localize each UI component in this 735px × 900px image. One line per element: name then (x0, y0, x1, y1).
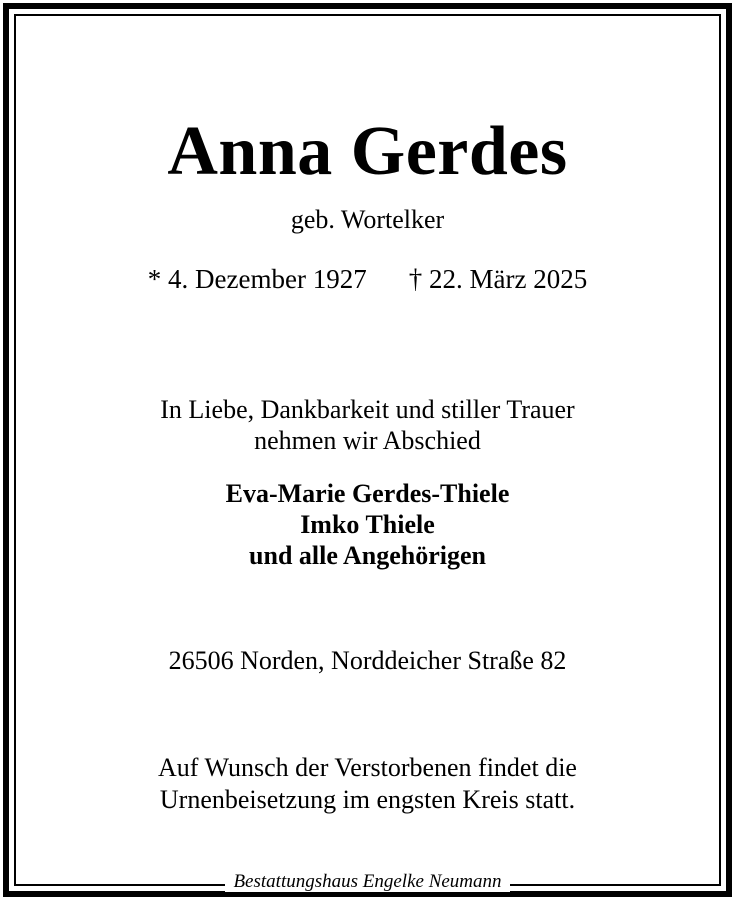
address: 26506 Norden, Norddeicher Straße 82 (168, 646, 567, 675)
mourner-name: Imko Thiele (300, 510, 435, 539)
notice-line: Urnenbeisetzung im engsten Kreis statt. (159, 785, 576, 814)
funeral-home-name: Bestattungshaus Engelke Neumann (225, 871, 509, 892)
funeral-home-credit (0, 870, 735, 894)
death-date: † 22. März 2025 (408, 264, 588, 294)
burial-notice (0, 752, 735, 816)
maiden-name: geb. Wortelker (290, 205, 445, 234)
deceased-name: Anna Gerdes (167, 113, 568, 190)
life-dates (0, 262, 735, 296)
birth-date: * 4. Dezember 1927 (147, 264, 367, 294)
mourning-line: In Liebe, Dankbarkeit und stiller Trauer (160, 395, 575, 424)
mourner-name: Eva-Marie Gerdes-Thiele (225, 479, 510, 508)
mourning-line: nehmen wir Abschied (254, 426, 481, 455)
mourner-name: und alle Angehörigen (249, 541, 486, 570)
mourning-text (0, 394, 735, 456)
notice-line: Auf Wunsch der Verstorbenen findet die (158, 753, 577, 782)
mourners-list (0, 478, 735, 571)
